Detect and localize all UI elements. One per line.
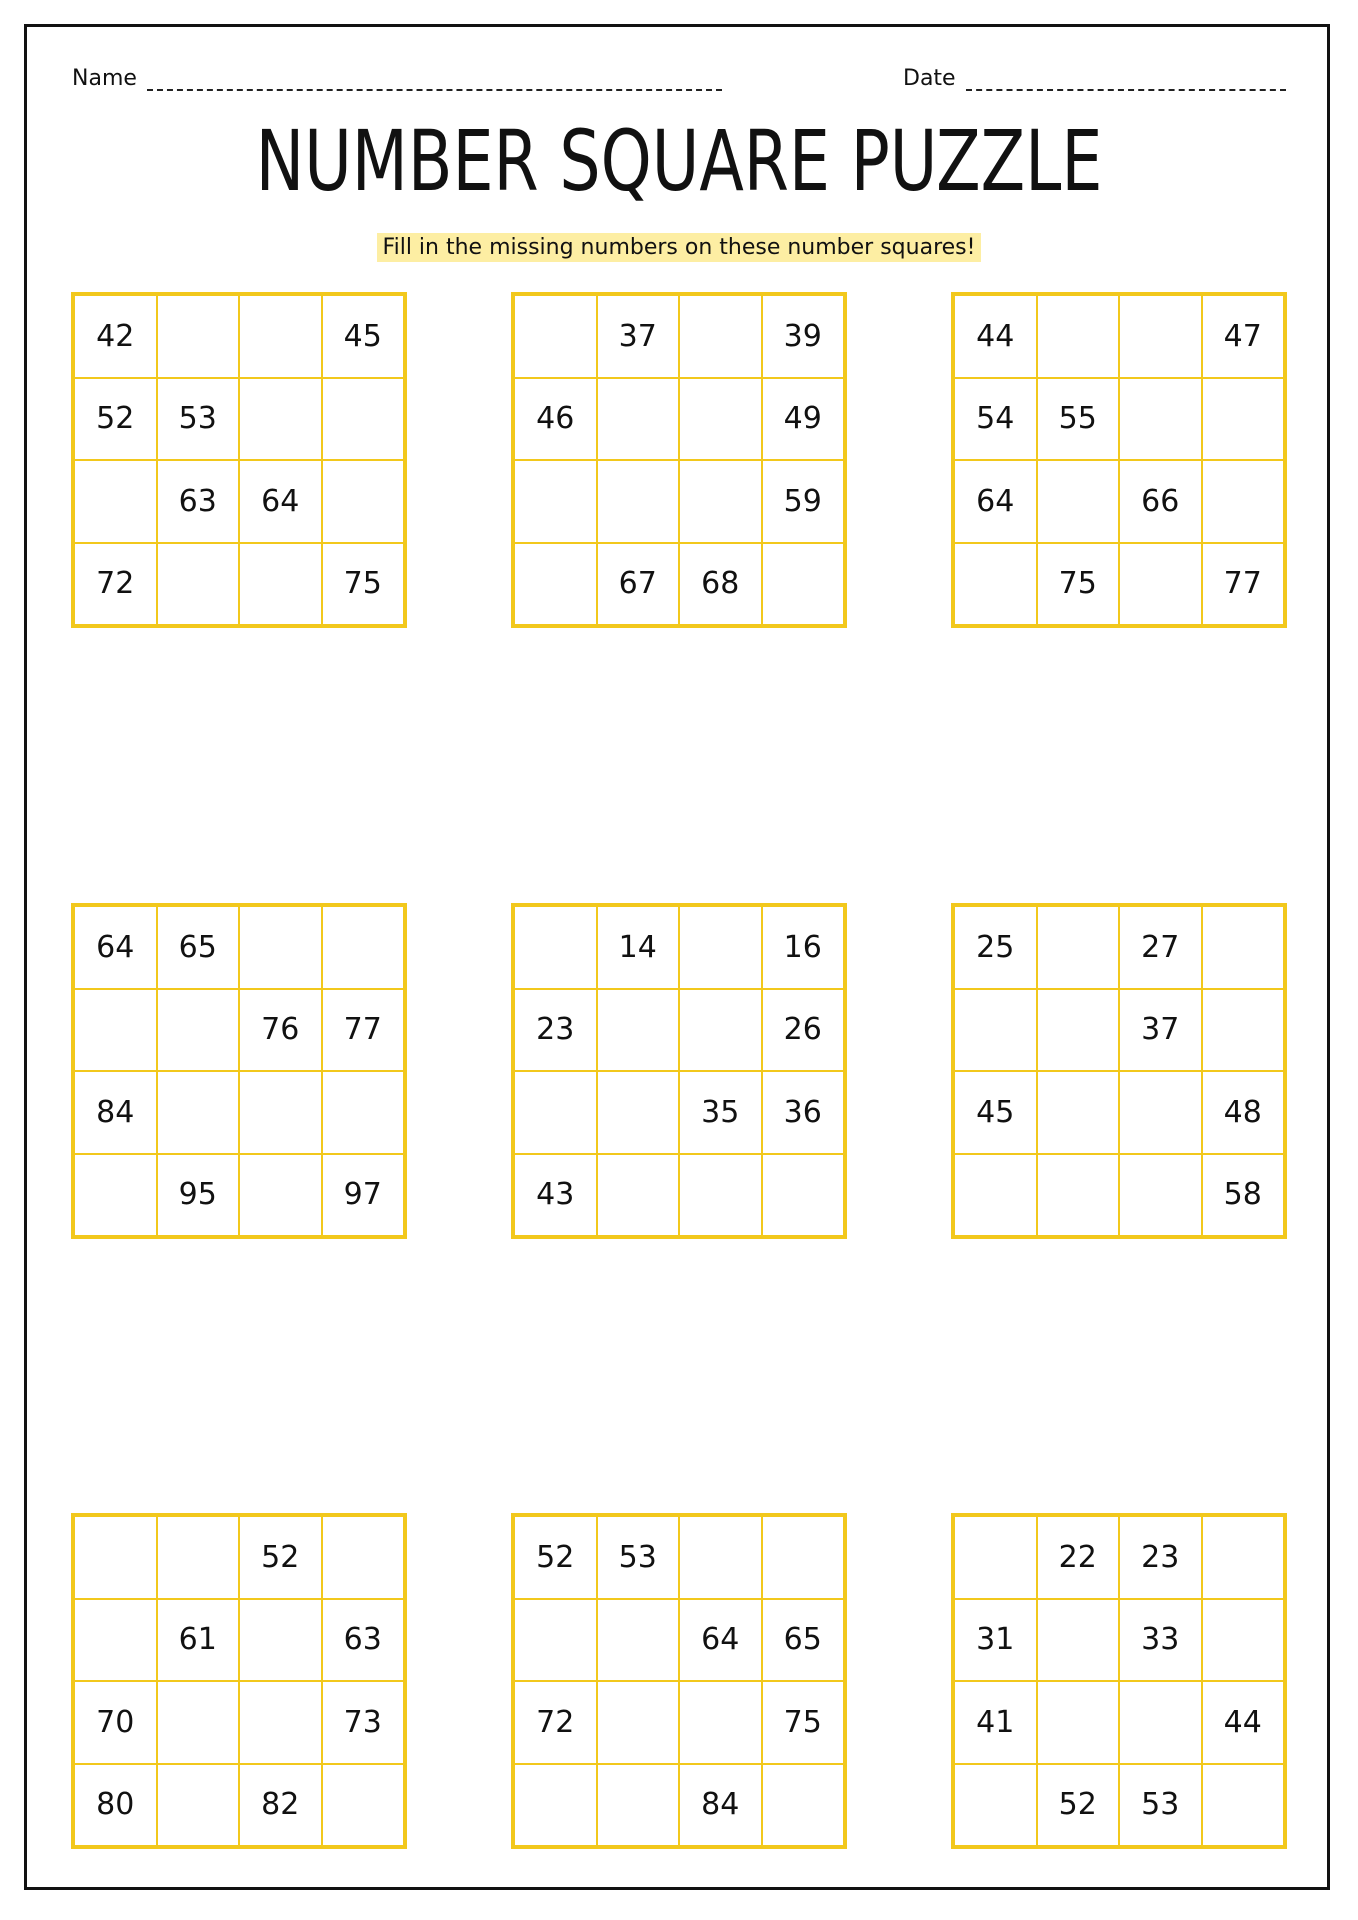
blank-answer-cell[interactable] xyxy=(157,1516,240,1599)
blank-answer-cell[interactable] xyxy=(514,295,597,378)
blank-answer-cell[interactable] xyxy=(1202,1764,1285,1847)
given-number-cell: 64 xyxy=(679,1599,762,1682)
blank-answer-cell[interactable] xyxy=(1037,1681,1120,1764)
given-number-cell: 48 xyxy=(1202,1071,1285,1154)
puzzle-grid-2 xyxy=(511,292,847,628)
blank-answer-cell[interactable] xyxy=(597,1764,680,1847)
given-number-cell: 75 xyxy=(762,1681,845,1764)
blank-answer-cell[interactable] xyxy=(1202,1599,1285,1682)
blank-answer-cell[interactable] xyxy=(1037,460,1120,543)
puzzle-grid-9 xyxy=(951,1513,1287,1849)
blank-answer-cell[interactable] xyxy=(239,295,322,378)
blank-answer-cell[interactable] xyxy=(1037,1599,1120,1682)
given-number-cell: 70 xyxy=(74,1681,157,1764)
given-number-cell: 23 xyxy=(1119,1516,1202,1599)
given-number-cell: 53 xyxy=(1119,1764,1202,1847)
blank-answer-cell[interactable] xyxy=(597,1681,680,1764)
given-number-cell: 33 xyxy=(1119,1599,1202,1682)
blank-answer-cell[interactable] xyxy=(322,460,405,543)
date-label: Date xyxy=(903,66,956,91)
given-number-cell: 36 xyxy=(762,1071,845,1154)
given-number-cell: 76 xyxy=(239,989,322,1072)
blank-answer-cell[interactable] xyxy=(322,1071,405,1154)
puzzle-grid-5 xyxy=(511,903,847,1239)
blank-answer-cell[interactable] xyxy=(679,1681,762,1764)
instructions: Fill in the missing numbers on these number squares! xyxy=(377,233,982,262)
blank-answer-cell[interactable] xyxy=(157,543,240,626)
blank-answer-cell[interactable] xyxy=(1119,1071,1202,1154)
blank-answer-cell[interactable] xyxy=(157,1681,240,1764)
blank-answer-cell[interactable] xyxy=(1119,543,1202,626)
blank-answer-cell[interactable] xyxy=(679,295,762,378)
given-number-cell: 61 xyxy=(157,1599,240,1682)
blank-answer-cell[interactable] xyxy=(74,989,157,1072)
name-line[interactable] xyxy=(147,71,722,91)
given-number-cell: 37 xyxy=(1119,989,1202,1072)
given-number-cell: 64 xyxy=(239,460,322,543)
blank-answer-cell[interactable] xyxy=(679,460,762,543)
blank-answer-cell[interactable] xyxy=(762,1154,845,1237)
given-number-cell: 77 xyxy=(1202,543,1285,626)
given-number-cell: 26 xyxy=(762,989,845,1072)
blank-answer-cell[interactable] xyxy=(954,989,1037,1072)
given-number-cell: 52 xyxy=(74,378,157,461)
blank-answer-cell[interactable] xyxy=(679,1154,762,1237)
given-number-cell: 31 xyxy=(954,1599,1037,1682)
date-line[interactable] xyxy=(966,71,1286,91)
given-number-cell: 84 xyxy=(679,1764,762,1847)
given-number-cell: 52 xyxy=(239,1516,322,1599)
name-field[interactable] xyxy=(72,66,722,91)
blank-answer-cell[interactable] xyxy=(597,378,680,461)
given-number-cell: 77 xyxy=(322,989,405,1072)
given-number-cell: 46 xyxy=(514,378,597,461)
blank-answer-cell[interactable] xyxy=(514,460,597,543)
given-number-cell: 65 xyxy=(762,1599,845,1682)
given-number-cell: 55 xyxy=(1037,378,1120,461)
blank-answer-cell[interactable] xyxy=(514,543,597,626)
given-number-cell: 44 xyxy=(1202,1681,1285,1764)
blank-answer-cell[interactable] xyxy=(74,1516,157,1599)
blank-answer-cell[interactable] xyxy=(1202,460,1285,543)
blank-answer-cell[interactable] xyxy=(74,1599,157,1682)
blank-answer-cell[interactable] xyxy=(679,989,762,1072)
given-number-cell: 39 xyxy=(762,295,845,378)
blank-answer-cell[interactable] xyxy=(514,1599,597,1682)
given-number-cell: 73 xyxy=(322,1681,405,1764)
given-number-cell: 47 xyxy=(1202,295,1285,378)
blank-answer-cell[interactable] xyxy=(762,543,845,626)
date-field[interactable] xyxy=(903,66,1286,91)
given-number-cell: 16 xyxy=(762,906,845,989)
blank-answer-cell[interactable] xyxy=(954,1154,1037,1237)
blank-answer-cell[interactable] xyxy=(679,1516,762,1599)
blank-answer-cell[interactable] xyxy=(239,1599,322,1682)
blank-answer-cell[interactable] xyxy=(514,1764,597,1847)
given-number-cell: 52 xyxy=(1037,1764,1120,1847)
given-number-cell: 72 xyxy=(74,543,157,626)
blank-answer-cell[interactable] xyxy=(1202,1516,1285,1599)
given-number-cell: 35 xyxy=(679,1071,762,1154)
blank-answer-cell[interactable] xyxy=(1202,906,1285,989)
given-number-cell: 37 xyxy=(597,295,680,378)
blank-answer-cell[interactable] xyxy=(322,906,405,989)
blank-answer-cell[interactable] xyxy=(322,378,405,461)
given-number-cell: 97 xyxy=(322,1154,405,1237)
blank-answer-cell[interactable] xyxy=(1119,1681,1202,1764)
name-label: Name xyxy=(72,66,137,91)
blank-answer-cell[interactable] xyxy=(322,1516,405,1599)
blank-answer-cell[interactable] xyxy=(762,1764,845,1847)
given-number-cell: 72 xyxy=(514,1681,597,1764)
blank-answer-cell[interactable] xyxy=(954,1516,1037,1599)
given-number-cell: 45 xyxy=(322,295,405,378)
given-number-cell: 53 xyxy=(157,378,240,461)
given-number-cell: 65 xyxy=(157,906,240,989)
blank-answer-cell[interactable] xyxy=(157,1764,240,1847)
given-number-cell: 25 xyxy=(954,906,1037,989)
blank-answer-cell[interactable] xyxy=(514,1071,597,1154)
given-number-cell: 80 xyxy=(74,1764,157,1847)
blank-answer-cell[interactable] xyxy=(157,1071,240,1154)
blank-answer-cell[interactable] xyxy=(597,1599,680,1682)
blank-answer-cell[interactable] xyxy=(762,1516,845,1599)
blank-answer-cell[interactable] xyxy=(1037,1071,1120,1154)
puzzle-grid-4 xyxy=(71,903,407,1239)
blank-answer-cell[interactable] xyxy=(1037,295,1120,378)
blank-answer-cell[interactable] xyxy=(74,1154,157,1237)
given-number-cell: 64 xyxy=(74,906,157,989)
blank-answer-cell[interactable] xyxy=(597,460,680,543)
blank-answer-cell[interactable] xyxy=(597,989,680,1072)
given-number-cell: 67 xyxy=(597,543,680,626)
blank-answer-cell[interactable] xyxy=(239,906,322,989)
given-number-cell: 68 xyxy=(679,543,762,626)
page-title: NUMBER SQUARE PUZZLE xyxy=(255,112,1103,210)
given-number-cell: 53 xyxy=(597,1516,680,1599)
puzzle-grid-6 xyxy=(951,903,1287,1239)
given-number-cell: 43 xyxy=(514,1154,597,1237)
blank-answer-cell[interactable] xyxy=(1037,989,1120,1072)
blank-answer-cell[interactable] xyxy=(239,543,322,626)
given-number-cell: 49 xyxy=(762,378,845,461)
blank-answer-cell[interactable] xyxy=(954,1764,1037,1847)
given-number-cell: 23 xyxy=(514,989,597,1072)
puzzle-grid-3 xyxy=(951,292,1287,628)
puzzle-grid-7 xyxy=(71,1513,407,1849)
given-number-cell: 75 xyxy=(1037,543,1120,626)
given-number-cell: 41 xyxy=(954,1681,1037,1764)
blank-answer-cell[interactable] xyxy=(597,1071,680,1154)
given-number-cell: 63 xyxy=(322,1599,405,1682)
given-number-cell: 54 xyxy=(954,378,1037,461)
given-number-cell: 63 xyxy=(157,460,240,543)
blank-answer-cell[interactable] xyxy=(1202,378,1285,461)
given-number-cell: 66 xyxy=(1119,460,1202,543)
blank-answer-cell[interactable] xyxy=(1119,1154,1202,1237)
blank-answer-cell[interactable] xyxy=(597,1154,680,1237)
blank-answer-cell[interactable] xyxy=(1037,906,1120,989)
given-number-cell: 64 xyxy=(954,460,1037,543)
puzzle-grid-1 xyxy=(71,292,407,628)
blank-answer-cell[interactable] xyxy=(679,378,762,461)
blank-answer-cell[interactable] xyxy=(1037,1154,1120,1237)
given-number-cell: 52 xyxy=(514,1516,597,1599)
given-number-cell: 82 xyxy=(239,1764,322,1847)
subtitle-wrap xyxy=(0,233,1358,262)
blank-answer-cell[interactable] xyxy=(1119,378,1202,461)
blank-answer-cell[interactable] xyxy=(1202,989,1285,1072)
given-number-cell: 84 xyxy=(74,1071,157,1154)
given-number-cell: 14 xyxy=(597,906,680,989)
given-number-cell: 95 xyxy=(157,1154,240,1237)
blank-answer-cell[interactable] xyxy=(157,295,240,378)
blank-answer-cell[interactable] xyxy=(74,460,157,543)
blank-answer-cell[interactable] xyxy=(239,378,322,461)
blank-answer-cell[interactable] xyxy=(514,906,597,989)
blank-answer-cell[interactable] xyxy=(322,1764,405,1847)
blank-answer-cell[interactable] xyxy=(157,989,240,1072)
given-number-cell: 45 xyxy=(954,1071,1037,1154)
given-number-cell: 44 xyxy=(954,295,1037,378)
given-number-cell: 27 xyxy=(1119,906,1202,989)
blank-answer-cell[interactable] xyxy=(239,1154,322,1237)
puzzle-grid-8 xyxy=(511,1513,847,1849)
blank-answer-cell[interactable] xyxy=(679,906,762,989)
blank-answer-cell[interactable] xyxy=(239,1681,322,1764)
given-number-cell: 75 xyxy=(322,543,405,626)
given-number-cell: 59 xyxy=(762,460,845,543)
blank-answer-cell[interactable] xyxy=(954,543,1037,626)
given-number-cell: 58 xyxy=(1202,1154,1285,1237)
blank-answer-cell[interactable] xyxy=(1119,295,1202,378)
given-number-cell: 22 xyxy=(1037,1516,1120,1599)
given-number-cell: 42 xyxy=(74,295,157,378)
blank-answer-cell[interactable] xyxy=(239,1071,322,1154)
